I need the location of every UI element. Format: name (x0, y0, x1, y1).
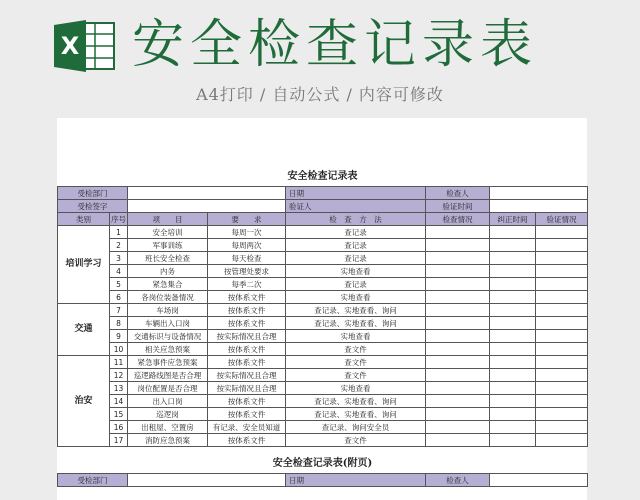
status-cell[interactable] (426, 278, 490, 291)
verification-cell[interactable] (536, 434, 588, 447)
requirement-cell: 按体系文件 (208, 434, 286, 447)
correction-time-cell[interactable] (490, 369, 536, 382)
method-cell: 查记录 (286, 252, 426, 265)
column-header: 项 目 (128, 213, 208, 226)
requirement-cell: 按实际情况且合理 (208, 369, 286, 382)
table-row (58, 252, 588, 265)
verify-time-value[interactable] (490, 200, 588, 213)
requirement-cell: 按管理处要求 (208, 265, 286, 278)
method-cell: 查记录、询问安全员 (286, 421, 426, 434)
correction-time-cell[interactable] (490, 252, 536, 265)
row-number: 9 (110, 330, 128, 343)
item-cell: 巡逻路线图是否合理 (128, 369, 208, 382)
page-title: 安全检查记录表 (132, 15, 539, 75)
category-cell: 治安 (58, 356, 110, 447)
column-header: 检 查 方 法 (286, 213, 426, 226)
requirement-cell: 每季二次 (208, 278, 286, 291)
item-cell: 班长安全检查 (128, 252, 208, 265)
status-cell[interactable] (426, 226, 490, 239)
requirement-cell: 按体系文件 (208, 343, 286, 356)
method-cell: 查记录、实地查看、询问 (286, 317, 426, 330)
verification-cell[interactable] (536, 408, 588, 421)
item-cell: 消防应急预案 (128, 434, 208, 447)
requirement-cell: 每周一次 (208, 226, 286, 239)
spreadsheet-sheet (57, 118, 587, 500)
row-number: 16 (110, 421, 128, 434)
method-cell: 实地查看 (286, 330, 426, 343)
item-cell: 车场岗 (128, 304, 208, 317)
method-cell: 查记录、实地查看、询问 (286, 395, 426, 408)
status-cell[interactable] (426, 356, 490, 369)
table-caption: 安全检查记录表 (287, 170, 358, 182)
dept-value[interactable] (128, 187, 286, 200)
item-cell: 出入口岗 (128, 395, 208, 408)
method-cell: 查记录 (286, 226, 426, 239)
row-number: 17 (110, 434, 128, 447)
row-number: 12 (110, 369, 128, 382)
row-number: 11 (110, 356, 128, 369)
status-cell[interactable] (426, 239, 490, 252)
verification-cell[interactable] (536, 382, 588, 395)
item-cell: 交通标识与设备情况 (128, 330, 208, 343)
table-row (58, 434, 588, 447)
requirement-cell: 按体系文件 (208, 291, 286, 304)
table-row (58, 395, 588, 408)
status-cell[interactable] (426, 395, 490, 408)
page-subtitle: A4打印 / 自动公式 / 内容可修改 (196, 85, 444, 104)
row-number: 1 (110, 226, 128, 239)
banner (0, 0, 640, 118)
requirement-cell: 按体系文件 (208, 395, 286, 408)
row-number: 7 (110, 304, 128, 317)
category-cell: 培训学习 (58, 226, 110, 304)
row-number: 10 (110, 343, 128, 356)
method-cell: 查文件 (286, 369, 426, 382)
status-cell[interactable] (426, 382, 490, 395)
requirement-cell: 每天检查 (208, 252, 286, 265)
row-number: 13 (110, 382, 128, 395)
item-cell: 安全培训 (128, 226, 208, 239)
item-cell: 岗位配置是否合理 (128, 382, 208, 395)
correction-time-cell[interactable] (490, 317, 536, 330)
status-cell[interactable] (426, 330, 490, 343)
table-row (58, 382, 588, 395)
item-cell: 巡逻岗 (128, 408, 208, 421)
row-number: 15 (110, 408, 128, 421)
verification-cell[interactable] (536, 252, 588, 265)
status-cell[interactable] (426, 291, 490, 304)
verifier-label: 验证人 (286, 200, 426, 213)
requirement-cell: 按体系文件 (208, 304, 286, 317)
method-cell: 查文件 (286, 356, 426, 369)
correction-time-cell[interactable] (490, 291, 536, 304)
requirement-cell: 按体系文件 (208, 317, 286, 330)
item-cell: 相关应急预案 (128, 343, 208, 356)
table-row (58, 330, 588, 343)
item-cell: 内务 (128, 265, 208, 278)
row-number: 8 (110, 317, 128, 330)
table-row (58, 421, 588, 434)
correction-time-cell[interactable] (490, 421, 536, 434)
requirement-cell: 按实际情况且合理 (208, 330, 286, 343)
row-number: 2 (110, 239, 128, 252)
requirement-cell: 按体系文件 (208, 356, 286, 369)
info-row (58, 200, 588, 213)
correction-time-cell[interactable] (490, 330, 536, 343)
inspection-table (57, 166, 588, 487)
requirement-cell: 按体系文件 (208, 408, 286, 421)
column-header-row (58, 213, 588, 226)
method-cell: 实地查看 (286, 265, 426, 278)
item-cell: 军事训练 (128, 239, 208, 252)
method-cell: 查记录、实地查看、询问 (286, 304, 426, 317)
verification-cell[interactable] (536, 369, 588, 382)
table-row (58, 226, 588, 239)
status-cell[interactable] (426, 304, 490, 317)
correction-time-cell[interactable] (490, 265, 536, 278)
method-cell: 查记录、实地查看、询问 (286, 408, 426, 421)
status-cell[interactable] (426, 421, 490, 434)
inspector-label: 检查人 (426, 474, 490, 487)
date-label: 日期 (286, 474, 426, 487)
inspector-value[interactable] (490, 187, 588, 200)
correction-time-cell[interactable] (490, 343, 536, 356)
column-header: 要 求 (208, 213, 286, 226)
verify-time-label: 验证时间 (426, 200, 490, 213)
verification-cell[interactable] (536, 304, 588, 317)
correction-time-cell[interactable] (490, 226, 536, 239)
status-cell[interactable] (426, 408, 490, 421)
sign-label: 受检签字 (58, 200, 128, 213)
verification-cell[interactable] (536, 278, 588, 291)
method-cell: 查记录 (286, 239, 426, 252)
table-row (58, 343, 588, 356)
excel-icon (52, 17, 116, 75)
table-row (58, 291, 588, 304)
method-cell: 查文件 (286, 343, 426, 356)
row-number: 4 (110, 265, 128, 278)
item-cell: 车辆出入口岗 (128, 317, 208, 330)
verification-cell[interactable] (536, 317, 588, 330)
correction-time-cell[interactable] (490, 239, 536, 252)
table-row (58, 408, 588, 421)
column-header: 纠正时间 (490, 213, 536, 226)
status-cell[interactable] (426, 265, 490, 278)
item-cell: 出租屋、空置房 (128, 421, 208, 434)
category-cell: 交通 (58, 304, 110, 356)
correction-time-cell[interactable] (490, 408, 536, 421)
correction-time-cell[interactable] (490, 395, 536, 408)
status-cell[interactable] (426, 317, 490, 330)
info-row (58, 187, 588, 200)
table-row (58, 317, 588, 330)
row-number: 5 (110, 278, 128, 291)
appendix-caption: 安全检查记录表(附页) (272, 457, 373, 469)
dept-label: 受检部门 (58, 474, 128, 487)
method-cell: 实地查看 (286, 291, 426, 304)
verification-cell[interactable] (536, 239, 588, 252)
requirement-cell: 按实际情况且合理 (208, 382, 286, 395)
verification-cell[interactable] (536, 395, 588, 408)
requirement-cell: 有记录、安全员知道 (208, 421, 286, 434)
status-cell[interactable] (426, 434, 490, 447)
method-cell: 实地查看 (286, 382, 426, 395)
status-cell[interactable] (426, 252, 490, 265)
column-header: 序号 (111, 214, 126, 224)
column-header: 检查情况 (426, 213, 490, 226)
status-cell[interactable] (426, 369, 490, 382)
table-row (58, 356, 588, 369)
date-label: 日期 (286, 187, 426, 200)
status-cell[interactable] (426, 343, 490, 356)
item-cell: 各岗位装备情况 (128, 291, 208, 304)
correction-time-cell[interactable] (490, 434, 536, 447)
info-row (58, 474, 588, 487)
verification-cell[interactable] (536, 265, 588, 278)
verification-cell[interactable] (536, 291, 588, 304)
dept-label: 受检部门 (58, 187, 128, 200)
method-cell: 查记录 (286, 278, 426, 291)
table-row (58, 369, 588, 382)
column-header: 类别 (58, 213, 110, 226)
table-row (58, 278, 588, 291)
row-number: 14 (110, 395, 128, 408)
correction-time-cell[interactable] (490, 304, 536, 317)
inspector-value[interactable] (490, 474, 588, 487)
correction-time-cell[interactable] (490, 278, 536, 291)
table-row (58, 304, 588, 317)
item-cell: 紧急事件应急预案 (128, 356, 208, 369)
table-row (58, 239, 588, 252)
sign-value[interactable] (128, 200, 286, 213)
verification-cell[interactable] (536, 226, 588, 239)
verification-cell[interactable] (536, 343, 588, 356)
method-cell: 查文件 (286, 434, 426, 447)
correction-time-cell[interactable] (490, 356, 536, 369)
verification-cell[interactable] (536, 356, 588, 369)
item-cell: 紧急集合 (128, 278, 208, 291)
correction-time-cell[interactable] (490, 382, 536, 395)
verification-cell[interactable] (536, 421, 588, 434)
svg-text:X: X (60, 32, 80, 60)
row-number: 6 (110, 291, 128, 304)
inspector-label: 检查人 (426, 187, 490, 200)
column-header: 验证情况 (536, 213, 588, 226)
row-number: 3 (110, 252, 128, 265)
table-row (58, 265, 588, 278)
verification-cell[interactable] (536, 330, 588, 343)
requirement-cell: 每周两次 (208, 239, 286, 252)
dept-value[interactable] (128, 474, 286, 487)
